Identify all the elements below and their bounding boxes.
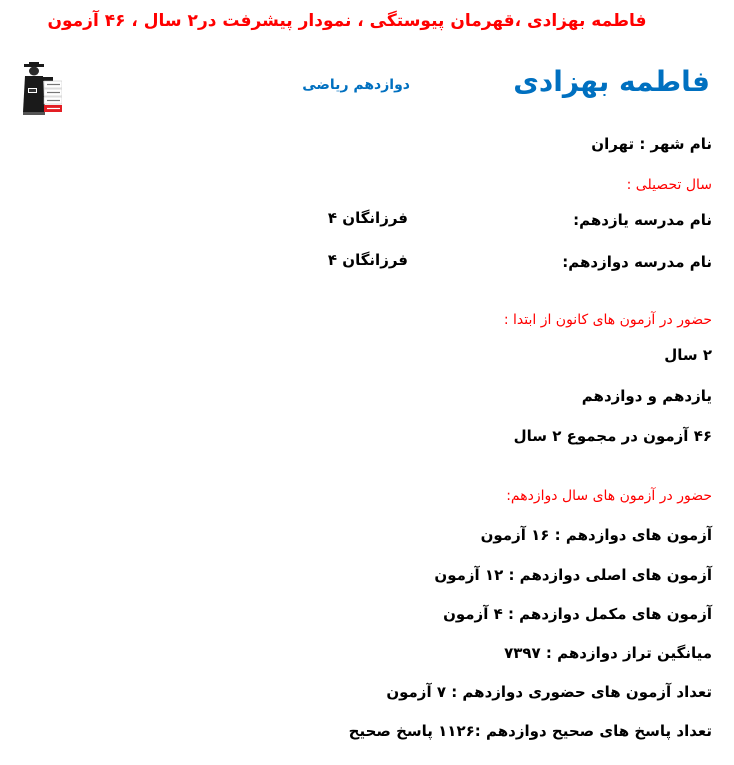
- grade12-stat-line: آزمون های اصلی دوازدهم : ۱۲ آزمون: [434, 566, 712, 584]
- kanoon-attendance-line: ۴۶ آزمون در مجموع ۲ سال: [513, 427, 712, 445]
- school-12-value: فرزانگان ۴: [327, 251, 408, 269]
- page-top-title: فاطمه بهزادی ،قهرمان پیوستگی ، نمودار پیشرفت در۲ سال ، ۴۶ آزمون: [47, 11, 647, 31]
- kanoon-logo: [22, 62, 62, 116]
- grade12-attendance-heading: حضور در آزمون های سال دوازدهم:: [506, 488, 712, 504]
- academic-year-heading: سال تحصیلی :: [626, 177, 712, 193]
- school-12-label: نام مدرسه دوازدهم:: [562, 253, 712, 271]
- grade12-stat-line: تعداد پاسخ های صحیح دوازدهم :۱۱۲۶ پاسخ صحیح: [348, 722, 712, 740]
- kanoon-attendance-line: ۲ سال: [664, 346, 712, 364]
- grade-field: دوازدهم ریاضی: [302, 77, 410, 93]
- kanoon-attendance-line: یازدهم و دوازدهم: [581, 387, 712, 405]
- grade12-stat-line: تعداد آزمون های حضوری دوازدهم : ۷ آزمون: [386, 683, 712, 701]
- grade12-stat-line: میانگین تراز دوازدهم : ۷۳۹۷: [504, 644, 712, 662]
- school-11-label: نام مدرسه یازدهم:: [573, 211, 712, 229]
- grade12-stat-line: آزمون های دوازدهم : ۱۶ آزمون: [480, 526, 712, 544]
- kanoon-attendance-heading: حضور در آزمون های کانون از ابتدا :: [503, 312, 712, 328]
- graduate-figure-logo-icon: [22, 62, 62, 116]
- grade12-stat-line: آزمون های مکمل دوازدهم : ۴ آزمون: [443, 605, 712, 623]
- city-line: نام شهر : تهران: [591, 135, 712, 153]
- school-11-value: فرزانگان ۴: [327, 209, 408, 227]
- student-name: فاطمه بهزادی: [513, 65, 710, 98]
